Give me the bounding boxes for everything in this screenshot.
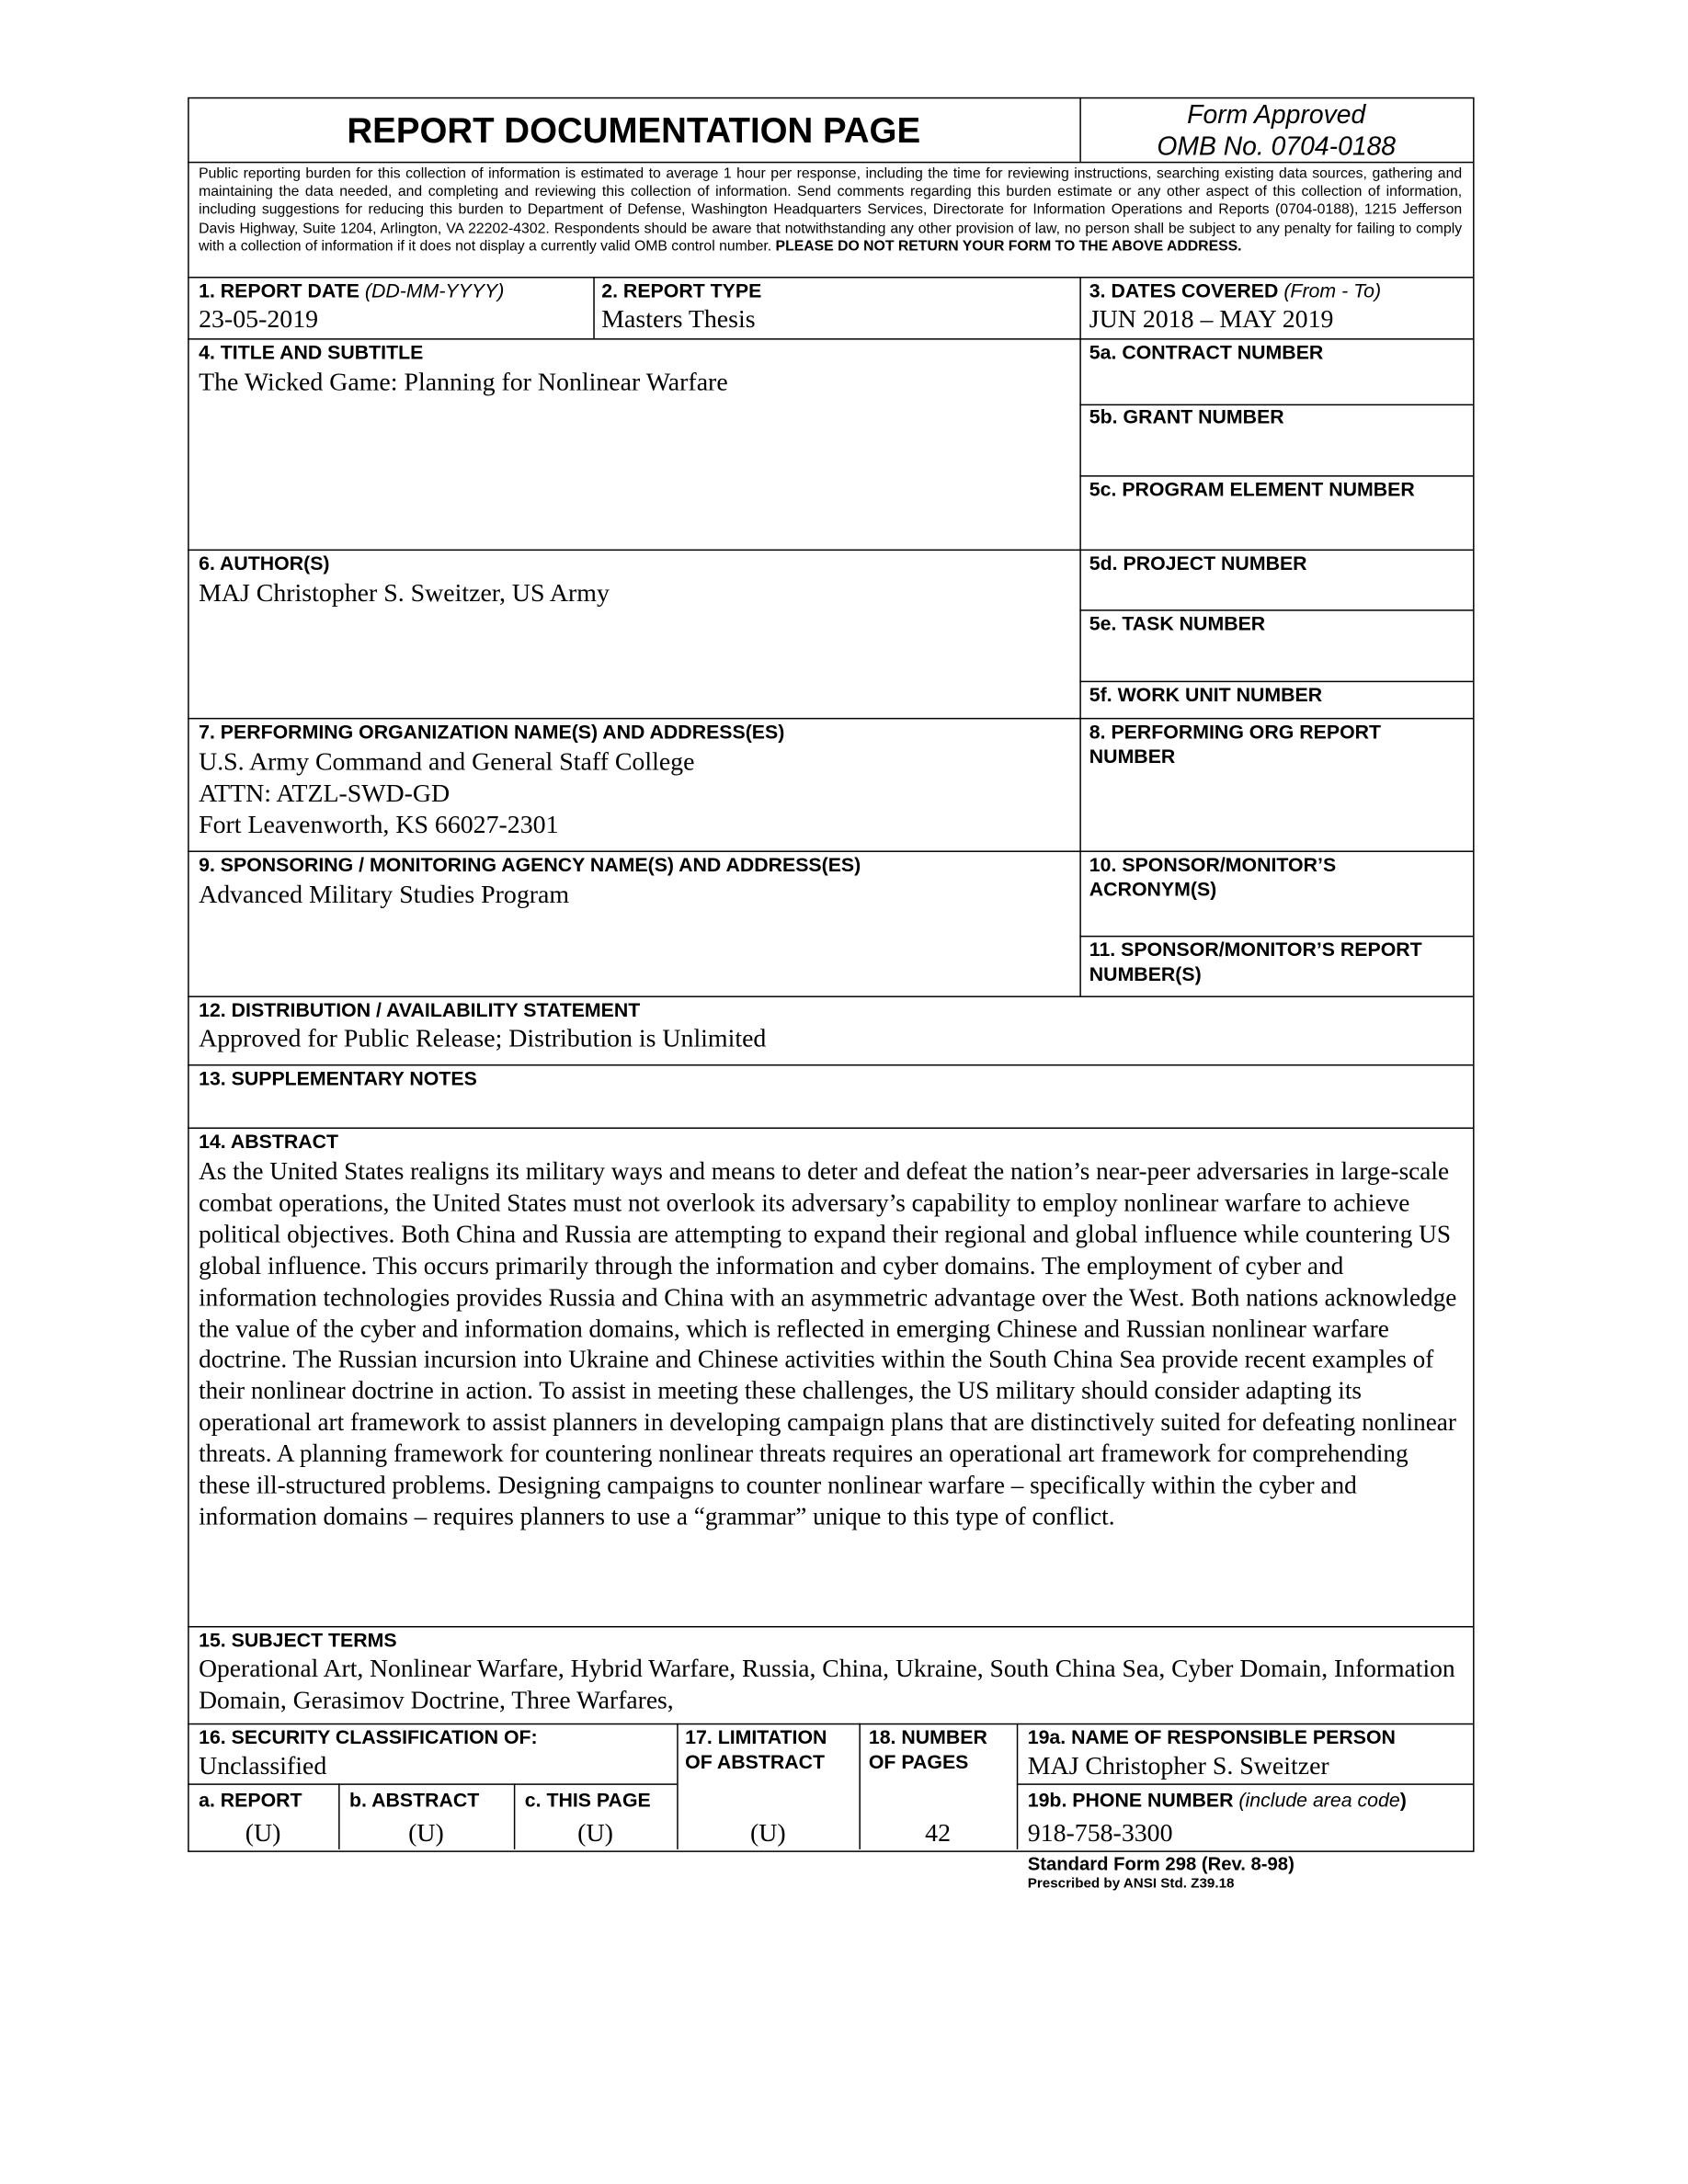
form-approved-label: Form Approved	[1187, 101, 1366, 131]
performing-org-report-number-label-line1: 8. PERFORMING ORG REPORT	[1089, 722, 1382, 745]
rule-block9-bottom	[188, 995, 1473, 996]
rule-16-sub-top	[188, 1783, 677, 1784]
supplementary-notes-label: 13. SUPPLEMENTARY NOTES	[199, 1068, 477, 1091]
performing-org-report-number-label-line2: NUMBER	[1089, 746, 1176, 769]
burden-warning: PLEASE DO NOT RETURN YOUR FORM TO THE ABOVE ADDRESS.	[775, 238, 1242, 255]
subject-terms-label: 15. SUBJECT TERMS	[199, 1630, 397, 1653]
burden-text: Public reporting burden for this collection of information is estimated to average 1 hour per response, including the time for reviewing instructions, searching existing data sources, gathering and maintaining the data needed, and completing and reviewing this collection of information. Send comments regarding this burden estimate or any other aspect of this collection of information, including suggestions for reducing this burden to Department of Defense, Washington Headquarters Services, Directorate for Information Operations and Reports (0704-0188), 1215 Jefferson Davis Highway, Suite 1204, Arlington, VA 22202-4302. Respondents should be aware that notwithstanding any other provision of law, no person shall be subject to any penalty for failing to comply with a collection of information if it does not display a currently valid OMB control number.	[199, 165, 1463, 255]
work-unit-number-label: 5f. WORK UNIT NUMBER	[1089, 685, 1323, 707]
this-page-classification-value: (U)	[577, 1819, 613, 1848]
rule-block15-bottom	[188, 1723, 1473, 1724]
report-type-value: Masters Thesis	[601, 305, 756, 335]
prescribed-by-label: Prescribed by ANSI Std. Z39.18	[1027, 1876, 1235, 1893]
program-element-number-label: 5c. PROGRAM ELEMENT NUMBER	[1089, 479, 1415, 502]
distribution-label: 12. DISTRIBUTION / AVAILABILITY STATEMENT	[199, 999, 641, 1022]
standard-form-label: Standard Form 298 (Rev. 8-98)	[1027, 1853, 1295, 1874]
limitation-label-line1: 17. LIMITATION	[685, 1727, 827, 1750]
abstract-label: 14. ABSTRACT	[199, 1131, 339, 1154]
rule-block7-bottom	[188, 850, 1473, 851]
report-date-format-hint: (DD-MM-YYYY)	[364, 280, 505, 303]
rule-block14-bottom	[188, 1626, 1473, 1627]
sponsoring-agency-label: 9. SPONSORING / MONITORING AGENCY NAME(S) AND ADDRESS(ES)	[199, 854, 861, 877]
dates-covered-hint: (From - To)	[1283, 280, 1382, 303]
sponsor-acronym-label-line1: 10. SPONSOR/MONITOR’S	[1089, 854, 1337, 877]
phone-number-label: 19b. PHONE NUMBER (include area code)	[1027, 1790, 1407, 1813]
rule-block12-bottom	[188, 1064, 1473, 1065]
burden-statement	[199, 165, 1462, 256]
rule-row1-bottom	[188, 338, 1473, 339]
project-number-label: 5d. PROJECT NUMBER	[1089, 553, 1307, 575]
rule-block6-bottom	[188, 718, 1473, 719]
authors-value: MAJ Christopher S. Sweitzer, US Army	[199, 579, 610, 609]
title-subtitle-value: The Wicked Game: Planning for Nonlinear Warfare	[199, 368, 728, 398]
abstract-text: As the United States realigns its military ways and means to deter and defeat the nation’s near-peer adversaries in large-scale combat operations, the United States must not overlook its adversary’s capability to employ nonlinear warfare to achieve political objectives. Both China and Russia are attempting to expand their regional and global influence while countering US global influence. This occurs primarily through the information and cyber domains. The employment of cyber and information technologies provides Russia and China with an asymmetric advantage over the West. Both nations acknowledge the value of the cyber and information domains, which is reflected in emerging Chinese and Russian nonlinear warfare doctrine. The Russian incursion into Ukraine and Chinese activities within the South China Sea provide recent examples of their nonlinear doctrine in action. To assist in meeting these challenges, the US military should consider adapting its operational art framework to assist planners in developing campaign plans that are distinctively suited for defeating nonlinear threats. A planning framework for countering nonlinear threats requires an operational art framework for comprehending these ill-structured problems. Designing campaigns to counter nonlinear warfare – specifically within the cyber and information domains – requires planners to use a “grammar” unique to this type of conflict.	[199, 1157, 1457, 1530]
security-classification-label: 16. SECURITY CLASSIFICATION OF:	[199, 1727, 538, 1750]
rule-5d-bottom	[1079, 609, 1473, 610]
performing-org-line1: U.S. Army Command and General Staff College	[199, 747, 695, 778]
rule-18-19	[1017, 1723, 1018, 1849]
distribution-value: Approved for Public Release; Distribution is Unlimited	[199, 1024, 767, 1054]
responsible-person-value: MAJ Christopher S. Sweitzer	[1027, 1752, 1329, 1781]
report-classification-label: a. REPORT	[199, 1790, 302, 1813]
responsible-person-label: 19a. NAME OF RESPONSIBLE PERSON	[1027, 1727, 1396, 1750]
rule-5e-bottom	[1079, 681, 1473, 682]
abstract-classification-value: (U)	[408, 1819, 444, 1848]
sponsor-report-number-label-line1: 11. SPONSOR/MONITOR’S REPORT	[1089, 939, 1422, 962]
limitation-label-line2: OF ABSTRACT	[685, 1752, 826, 1774]
report-date-value: 23-05-2019	[199, 305, 319, 335]
title-subtitle-label: 4. TITLE AND SUBTITLE	[199, 342, 424, 365]
task-number-label: 5e. TASK NUMBER	[1089, 613, 1266, 636]
sponsoring-agency-value: Advanced Military Studies Program	[199, 881, 570, 910]
performing-org-label: 7. PERFORMING ORGANIZATION NAME(S) AND ADDRESS(ES)	[199, 722, 785, 745]
grant-number-label: 5b. GRANT NUMBER	[1089, 406, 1284, 429]
dates-covered-value: JUN 2018 – MAY 2019	[1089, 305, 1334, 335]
form-title: REPORT DOCUMENTATION PAGE	[347, 112, 921, 151]
rule-block13-bottom	[188, 1128, 1473, 1129]
dates-covered-label: 3. DATES COVERED (From - To)	[1089, 280, 1382, 303]
omb-number: OMB No. 0704-0188	[1157, 132, 1397, 162]
abstract-classification-label: b. ABSTRACT	[349, 1790, 480, 1813]
rule-row1-split	[593, 277, 594, 338]
number-of-pages-value: 42	[925, 1819, 952, 1848]
report-date-label: 1. REPORT DATE (DD-MM-YYYY)	[199, 280, 505, 303]
phone-number-value: 918-758-3300	[1027, 1819, 1173, 1848]
authors-label: 6. AUTHOR(S)	[199, 553, 330, 575]
sponsor-acronym-label-line2: ACRONYM(S)	[1089, 879, 1217, 902]
rule-10-bottom	[1079, 936, 1473, 937]
rule-right-column	[1079, 277, 1080, 995]
rule-burden-bottom	[188, 277, 1473, 278]
rule-block4-bottom	[188, 550, 1473, 551]
phone-number-hint: (include area code	[1238, 1790, 1400, 1813]
limitation-value: (U)	[749, 1819, 786, 1848]
rule-19a-bottom	[1017, 1783, 1473, 1784]
performing-org-line3: Fort Leavenworth, KS 66027-2301	[199, 811, 559, 840]
performing-org-line2: ATTN: ATZL-SWD-GD	[199, 779, 451, 809]
security-classification-value: Unclassified	[199, 1752, 327, 1781]
contract-number-label: 5a. CONTRACT NUMBER	[1089, 342, 1324, 365]
this-page-classification-label: c. THIS PAGE	[524, 1790, 651, 1813]
subject-terms-text: Operational Art, Nonlinear Warfare, Hybrid Warfare, Russia, China, Ukraine, South China Sea, Cyber Domain, Information Domain, Gerasimov Doctrine, Three Warfares,	[199, 1655, 1455, 1715]
report-classification-value: (U)	[245, 1819, 281, 1848]
report-type-label: 2. REPORT TYPE	[601, 280, 762, 303]
sponsor-report-number-label-line2: NUMBER(S)	[1089, 964, 1202, 987]
number-of-pages-label-line1: 18. NUMBER	[868, 1727, 987, 1750]
number-of-pages-label-line2: OF PAGES	[868, 1752, 969, 1774]
rule-5b-bottom	[1079, 475, 1473, 476]
